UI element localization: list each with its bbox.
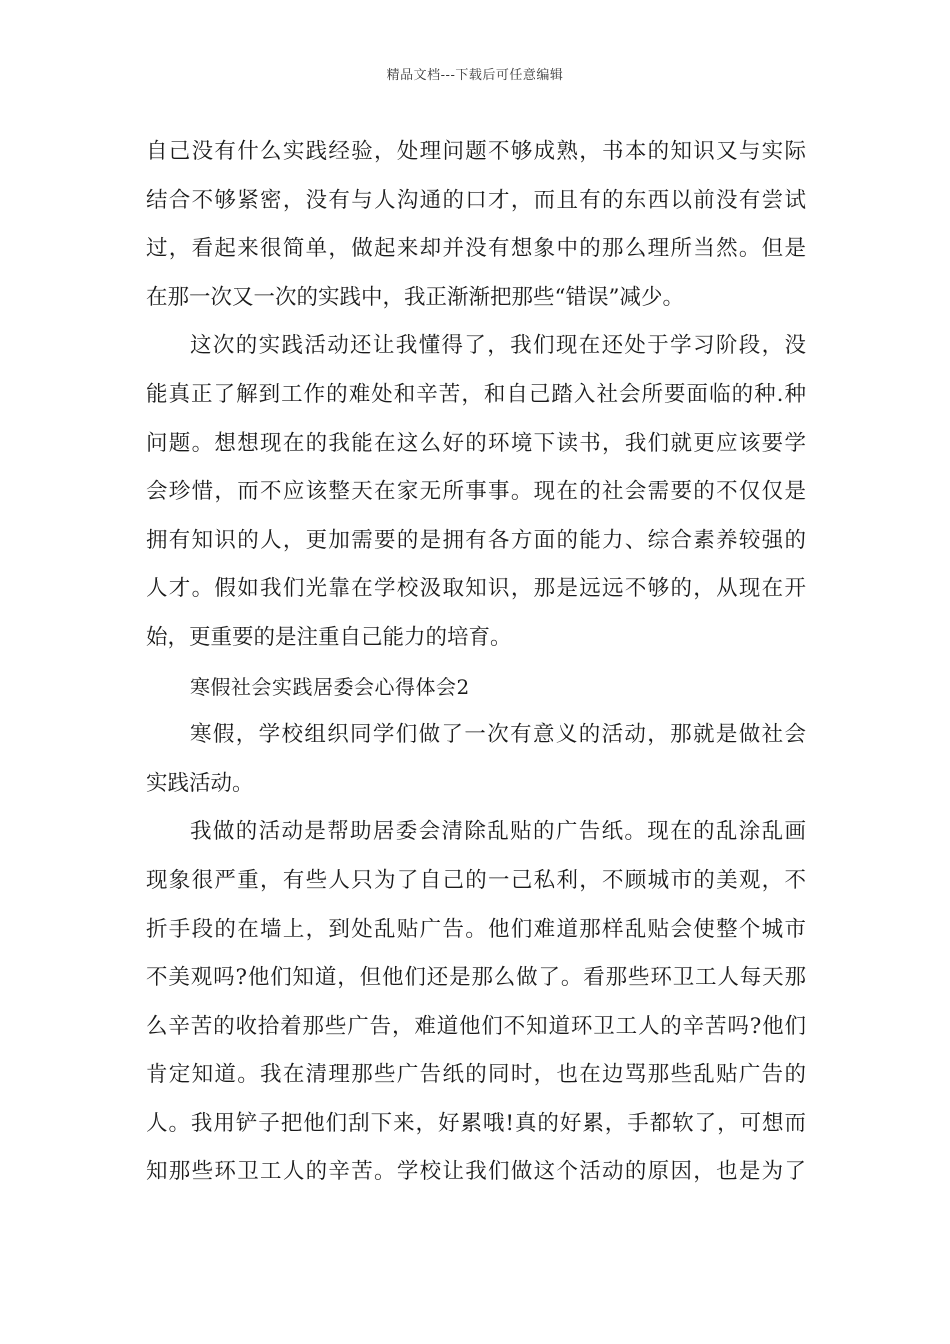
document-body [146,128,806,1197]
text-line: 人才。假如我们光靠在学校汲取知识，那是远远不够的，从现在开 [146,576,806,602]
heading-text: 寒假社会实践居委会心得体会2 [190,674,470,699]
text-line: 这次的实践活动还让我懂得了，我们现在还处于学习阶段，没 [190,333,806,359]
text-line: 始，更重要的是注重自己能力的培育。 [146,624,512,650]
text-line: 能真正了解到工作的难处和辛苦，和自己踏入社会所要面临的种.种 [146,381,806,407]
text-line: 折手段的在墙上，到处乱贴广告。他们难道那样乱贴会使整个城市 [146,916,806,942]
text-line: 现象很严重，有些人只为了自己的一己私利，不顾城市的美观，不 [146,867,806,893]
paragraph [146,711,806,808]
section-heading [146,663,806,712]
page-header: 精品文档---下载后可任意编辑 [386,68,564,83]
text-line: 自己没有什么实践经验，处理问题不够成熟，书本的知识又与实际 [146,139,806,164]
text-line: 过，看起来很简单，做起来却并没有想象中的那么理所当然。但是 [146,236,806,262]
paragraph [146,128,806,322]
text-line: 结合不够紧密，没有与人沟通的口才，而且有的东西以前没有尝试 [146,187,806,213]
paragraph [146,322,806,662]
text-line: 寒假，学校组织同学们做了一次有意义的活动，那就是做社会 [190,722,806,748]
paragraph [146,808,806,1197]
text-line: 拥有知识的人，更加需要的是拥有各方面的能力、综合素养较强的 [146,527,806,553]
text-line: 不美观吗?他们知道，但他们还是那么做了。看那些环卫工人每天那 [146,965,806,991]
text-line: 么辛苦的收拾着那些广告，难道他们不知道环卫工人的辛苦吗?他们 [146,1013,806,1039]
text-line: 我做的活动是帮助居委会清除乱贴的广告纸。现在的乱涂乱画 [190,819,806,845]
text-line: 人。我用铲子把他们刮下来，好累哦!真的好累，手都软了，可想而 [146,1110,806,1136]
text-line: 实践活动。 [146,770,254,796]
text-line: 会珍惜，而不应该整天在家无所事事。现在的社会需要的不仅仅是 [146,479,806,505]
text-line: 在那一次又一次的实践中，我正渐渐把那些“错误”减少。 [146,284,684,310]
text-line: 问题。想想现在的我能在这么好的环境下读书，我们就更应该要学 [146,430,806,456]
text-line: 知那些环卫工人的辛苦。学校让我们做这个活动的原因，也是为了 [146,1159,806,1185]
text-line: 肯定知道。我在清理那些广告纸的同时，也在边骂那些乱贴广告的 [146,1062,806,1088]
